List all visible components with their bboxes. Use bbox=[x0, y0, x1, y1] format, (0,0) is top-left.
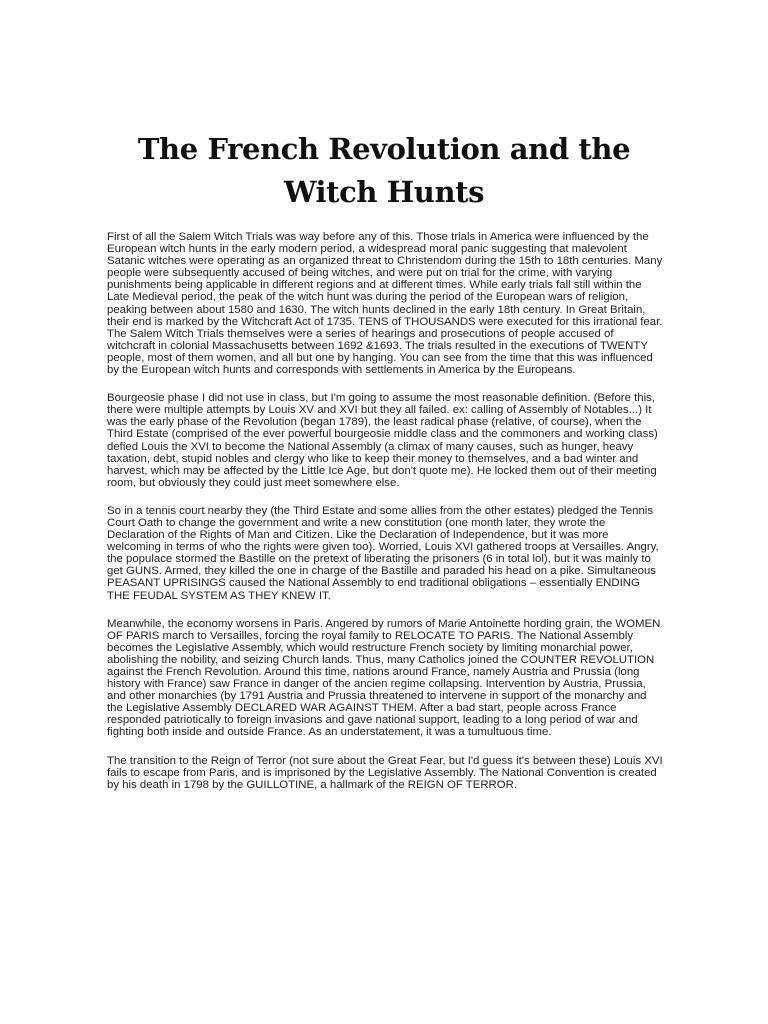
title-line-2: Witch Hunts bbox=[283, 175, 485, 209]
page-title bbox=[100, 128, 668, 214]
title-line-1: The French Revolution and the bbox=[137, 132, 631, 166]
paragraph-salem-witch-trials: First of all the Salem Witch Trials was way before any of this. Those trials in America were influenced by the European witch hunts in the early modern period, a widespread moral panic suggesting that malevolent Satanic witches were operating as an organized threat to Christendom during the 15th to 18th centuries. Many people were subsequently accused of being witches, and were put on trial for the crime, with varying punishments being applicable in different regions and at different times. While early trials fall still within the Late Medieval period, the peak of the witch hunt was during the period of the European wars of religion, peaking between about 1580 and 1630. The witch hunts declined in the early 18th century. In Great Britain, their end is marked by the Witchcraft Act of 1735. TENS of THOUSANDS were executed for this irrational fear. The Salem Witch Trials themselves were a series of hearings and prosecutions of people accused of witchcraft in colonial Massachusetts between 1692 &1693. The trials resulted in the executions of TWENTY people, most of them women, and all but one by hanging. You can see from the time that this was influenced by the European witch hunts and corresponds with settlements in America by the Europeans. bbox=[107, 231, 663, 377]
paragraph-reign-of-terror: The transition to the Reign of Terror (not sure about the Great Fear, but I'd guess it's between these) Louis XVI fails to escape from Paris, and is imprisoned by the Legislative Assembly. The National Convention is created by his death in 1798 by the GUILLOTINE, a hallmark of the REIGN OF TERROR. bbox=[107, 754, 663, 791]
paragraph-bourgeosie-phase: Bourgeosie phase I did not use in class, but I'm going to assume the most reasonable definition. (Before this, there were multiple attempts by Louis XV and XVI but they all failed. ex: calling of Assembly of Notables...) It was the early phase of the Revolution (began 1789), the least radical phase (relative, of course), when the Third Estate (comprised of the ever powerful bourgeosie middle class and the commoners and working class) defied Louis the XVI to become the National Assembly (a climax of many causes, such as hunger, heavy taxation, debt, stupid nobles and clergy who like to keep their money to themselves, and a bad winter and harvest, which may be affected by the Little Ice Age, but don't quote me). He locked them out of their meeting room, but obviously they could just meet somewhere else. bbox=[107, 392, 658, 489]
body-text bbox=[107, 231, 663, 807]
paragraph-economy-worsens: Meanwhile, the economy worsens in Paris. Angered by rumors of Marie Antoinette hording grain, the WOMEN OF PARIS march to Versailles, forcing the royal family to RELOCATE TO PARIS. The National Assembly becomes the Legislative Assembly, which would restructure French society by limiting monarchial power, abolishing the nobility, and seizing Church lands. Thus, many Catholics joined the COUNTER REVOLUTION against the French Revolution. Around this time, nations around France, namely Austria and Prussia (long history with France) saw France in danger of the ancien regime collapsing. Intervention by Austria, Prussia, and other monarchies (by 1791 Austria and Prussia threatened to intervene in support of the monarchy and the Legislative Assembly DECLARED WAR AGAINST THEM. After a bad start, people across France responded patriotically to foreign invasions and gave national support, leading to a long period of war and fighting both inside and outside France. As an understatement, it was a tumultuous time. bbox=[107, 617, 661, 739]
paragraph-tennis-court-oath: So in a tennis court nearby they (the Third Estate and some allies from the other estates) pledged the Tennis Court Oath to change the government and write a new constitution (one month later, they wrote the Declaration of the Rights of Man and Citizen. Like the Declaration of Independence, but it was more welcoming in terms of who the rights were given too). Worried, Louis XVI gathered troops at Versailles. Angry, the populace stormed the Bastille on the pretext of liberating the prisoners (6 in total lol), but it was mainly to get GUNS. Armed, they killed the one in charge of the Bastille and paraded his head on a pike. Simultaneous PEASANT UPRISINGS caused the National Assembly to end traditional obligations – essentially ENDING THE FEUDAL SYSTEM AS THEY KNEW IT. bbox=[107, 504, 659, 602]
